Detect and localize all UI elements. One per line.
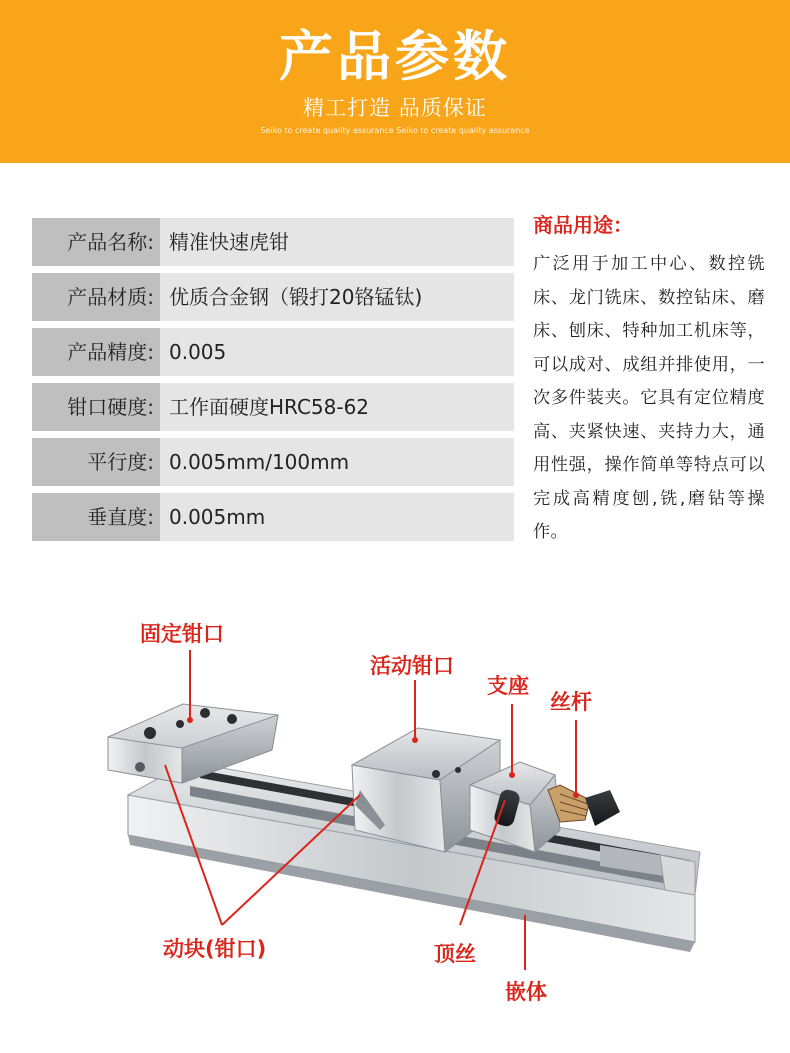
page-title: 产品参数: [279, 25, 511, 88]
spec-value: 0.005mm: [169, 505, 266, 529]
spec-row: [32, 438, 514, 486]
label-moving-block: 动块(钳口): [163, 937, 267, 961]
usage-text: 广泛用于加工中心、数控铣床、龙门铣床、数控钻床、磨床、刨床、特种加工机床等，可以成对、成组并排使用，一次多件装夹。它具有定位精度高、夹紧快速、夹持力大，通用性强，操作简单等特点可以完成高精度刨,铣,磨钻等操作。: [533, 254, 765, 542]
spec-row: [32, 218, 514, 266]
label-set-screw: 顶丝: [434, 942, 476, 966]
spec-key: 产品名称:: [32, 218, 160, 266]
spec-table: [32, 218, 514, 548]
label-fixed-jaw: 固定钳口: [140, 622, 224, 646]
spec-key: 产品精度:: [32, 328, 160, 376]
lead-screw: [548, 785, 620, 826]
spec-value: 0.005mm/100mm: [169, 450, 350, 474]
page-subtitle: 精工打造 品质保证: [303, 96, 487, 120]
spec-value: 优质合金钢（锻打20铬锰钛): [169, 285, 423, 309]
fixed-jaw-block: [108, 704, 278, 783]
spec-row: [32, 273, 514, 321]
label-support: 支座: [487, 674, 529, 698]
spec-row: [32, 493, 514, 541]
spec-value: 精准快速虎钳: [169, 230, 289, 254]
vise-diagram: [0, 590, 790, 1053]
spec-key: 产品材质:: [32, 273, 160, 321]
header-banner: [0, 0, 790, 163]
usage-panel: [533, 210, 765, 550]
spec-key: 平行度:: [32, 438, 160, 486]
spec-value: 工作面硬度HRC58-62: [169, 395, 370, 419]
label-lead-screw: 丝杆: [550, 690, 592, 714]
spec-key: 钳口硬度:: [32, 383, 160, 431]
label-movable-jaw: 活动钳口: [370, 654, 454, 678]
page-subtitle-en: Seiko to create quality assurance Seiko to create quality assurance: [260, 126, 530, 135]
spec-row: [32, 383, 514, 431]
spec-value: 0.005: [169, 340, 227, 364]
spec-row: [32, 328, 514, 376]
label-insert-body: 嵌体: [505, 980, 547, 1004]
spec-key: 垂直度:: [32, 493, 160, 541]
usage-heading: 商品用途：: [533, 213, 633, 237]
